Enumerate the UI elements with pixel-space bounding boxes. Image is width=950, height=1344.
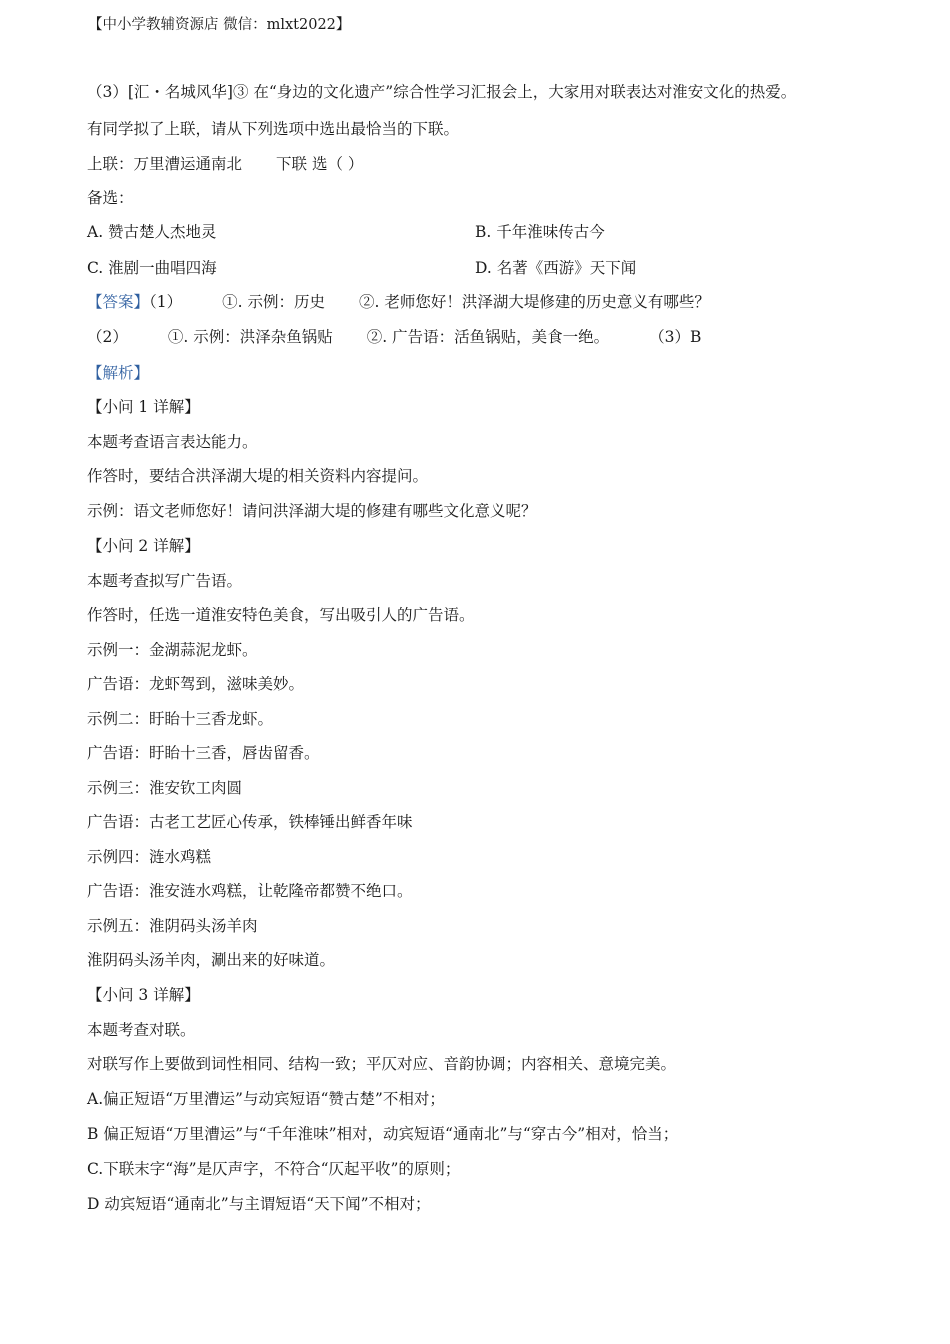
question-line-2: 有同学拟了上联，请从下列选项中选出最恰当的下联。 [87, 120, 460, 138]
q2-line: 示例二：盱眙十三香龙虾。 [87, 710, 274, 728]
q1-line: 本题考查语言表达能力。 [87, 433, 258, 451]
q3-title: 【小问 3 详解】 [87, 986, 200, 1004]
answer-2-part-2: ②. 广告语：活鱼锅贴，美食一绝。 [366, 328, 610, 346]
upper-couplet: 上联：万里漕运通南北 [87, 155, 243, 173]
q3-line: 本题考查对联。 [87, 1021, 196, 1039]
q3-line: D 动宾短语“通南北”与主谓短语“天下闻”不相对； [87, 1195, 431, 1213]
option-a: A. 赞古楚人杰地灵 [87, 223, 217, 241]
q2-line: 示例四：涟水鸡糕 [87, 848, 212, 866]
analysis-label: 【解析】 [87, 364, 150, 382]
q2-line: 作答时，任选一道淮安特色美食，写出吸引人的广告语。 [87, 606, 475, 624]
answer-1-part-1: ①. 示例：历史 [222, 293, 325, 311]
q3-line: B 偏正短语“万里漕运”与“千年淮味”相对，动宾短语“通南北”与“穿古今”相对，恰当； [87, 1125, 679, 1143]
q2-line: 淮阴码头汤羊肉，涮出来的好味道。 [87, 951, 336, 969]
option-c: C. 淮剧一曲唱四海 [87, 259, 217, 277]
couplet-row [87, 154, 363, 174]
q2-line: 广告语：盱眙十三香，唇齿留香。 [87, 744, 320, 762]
lower-couplet: 下联 选（ ） [276, 155, 364, 173]
answer-line-2 [87, 327, 701, 347]
q3-line: C.下联末字“海”是仄声字，不符合“仄起平收”的原则； [87, 1160, 461, 1178]
page-header: 【中小学教辅资源店 微信：mlxt2022】 [88, 17, 351, 33]
q3-line: 对联写作上要做到词性相同、结构一致；平仄对应、音韵协调；内容相关、意境完美。 [87, 1055, 677, 1073]
options-label: 备选： [87, 189, 134, 207]
q2-line: 示例五：淮阴码头汤羊肉 [87, 917, 258, 935]
q1-line: 示例：语文老师您好！请问洪泽湖大堤的修建有哪些文化意义呢？ [87, 502, 537, 520]
answer-label: 【答案】 [87, 293, 150, 311]
q2-line: 广告语：古老工艺匠心传承，铁棒锤出鲜香年味 [87, 813, 413, 831]
answer-2-part-1: ①. 示例：洪泽杂鱼锅贴 [167, 328, 333, 346]
question-line-1: （3）[汇・名城风华]③ 在“身边的文化遗产”综合性学习汇报会上，大家用对联表达对淮安文化的热爱。 [87, 83, 797, 101]
option-b: B. 千年淮味传古今 [475, 223, 605, 241]
answer-1-num: （1） [149, 293, 183, 311]
q2-line: 广告语：淮安涟水鸡糕，让乾隆帝都赞不绝口。 [87, 882, 413, 900]
q2-line: 本题考查拟写广告语。 [87, 572, 243, 590]
q2-line: 示例三：淮安钦工肉圆 [87, 779, 243, 797]
answer-line-1 [87, 292, 710, 312]
q3-line: A.偏正短语“万里漕运”与动宾短语“赞古楚”不相对； [87, 1090, 445, 1108]
answer-2-num: （2） [87, 328, 128, 346]
q2-line: 示例一：金湖蒜泥龙虾。 [87, 641, 258, 659]
q2-line: 广告语：龙虾驾到，滋味美妙。 [87, 675, 305, 693]
option-d: D. 名著《西游》天下闻 [475, 259, 637, 277]
q2-title: 【小问 2 详解】 [87, 537, 200, 555]
q1-line: 作答时，要结合洪泽湖大堤的相关资料内容提问。 [87, 467, 429, 485]
answer-1-part-2: ②. 老师您好！洪泽湖大堤修建的历史意义有哪些？ [359, 293, 710, 311]
answer-3: （3）B [649, 328, 702, 346]
q1-title: 【小问 1 详解】 [87, 398, 200, 416]
